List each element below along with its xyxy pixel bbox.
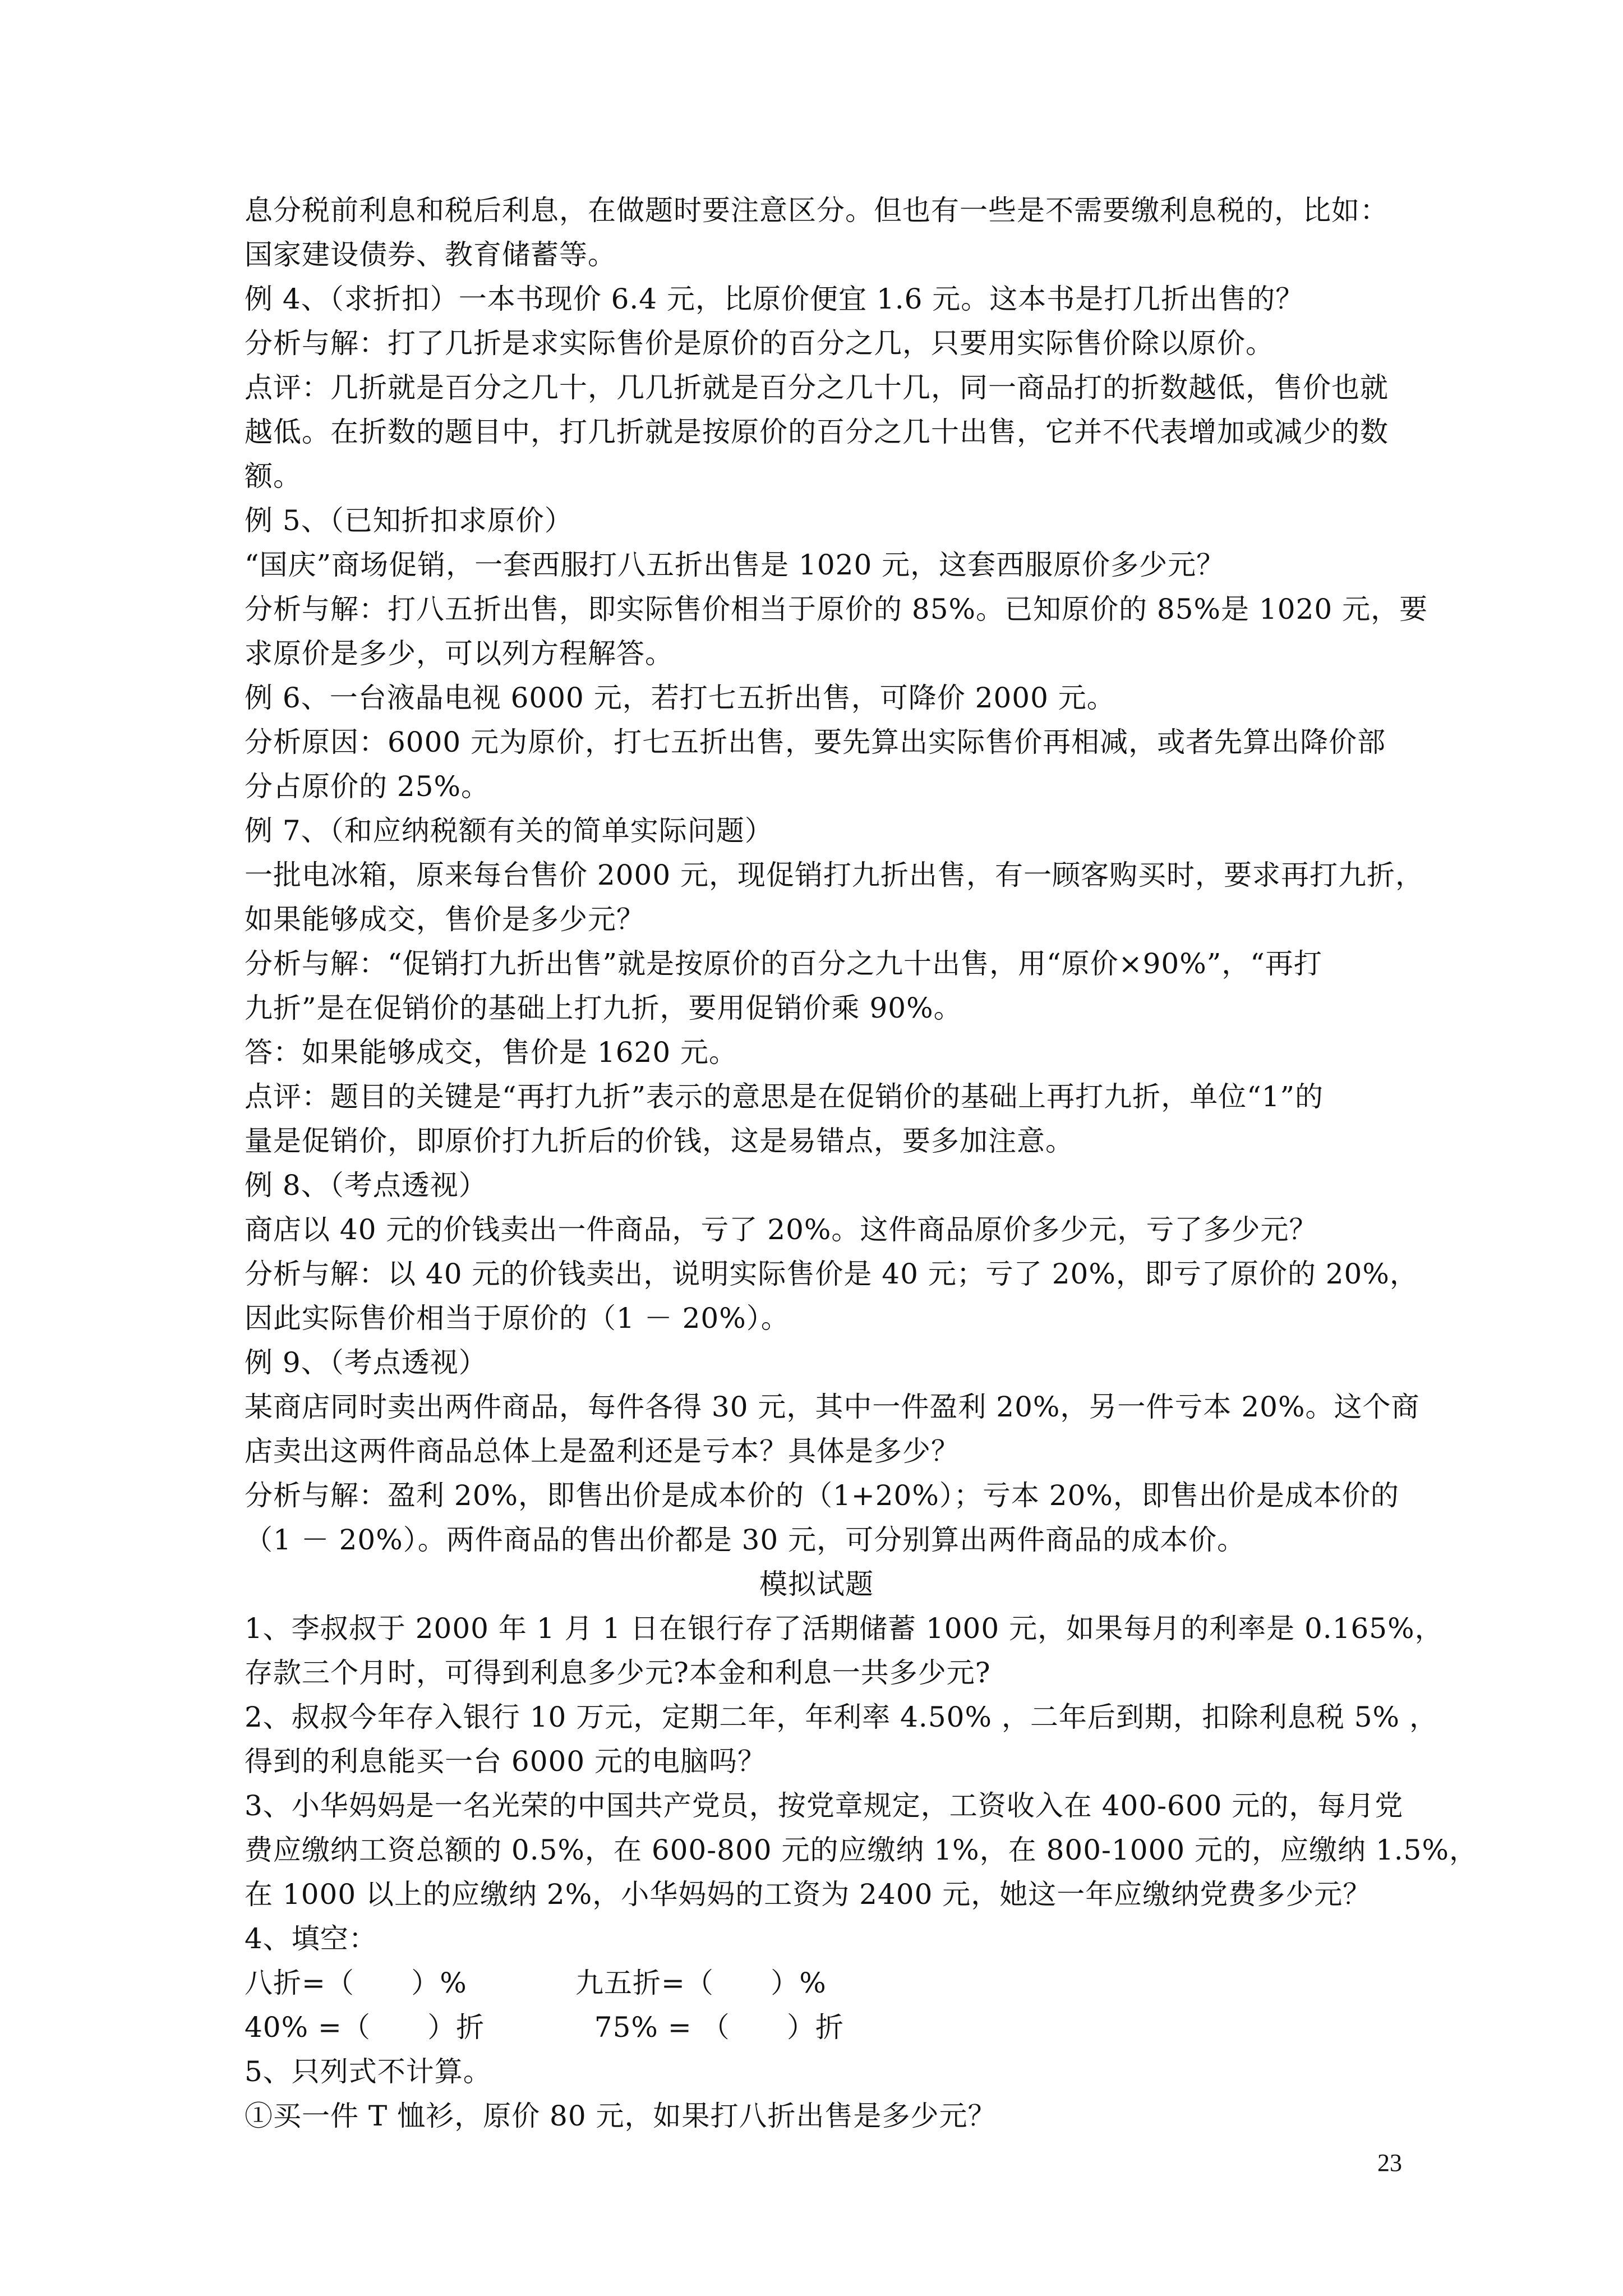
fill-blank-item: 九五折=（ ）% xyxy=(575,1967,827,1999)
fill-blank-item: 八折=（ ）% xyxy=(245,1967,467,1999)
text-line: 量是促销价，即原价打九折后的价钱，这是易错点，要多加注意。 xyxy=(245,1125,1074,1157)
text-line: 分析与解：打八五折出售，即实际售价相当于原价的 85%。已知原价的 85%是 1020 元，要 xyxy=(245,593,1428,625)
question-line: 1、李叔叔于 2000 年 1 月 1 日在银行存了活期储蓄 1000 元，如果每月的利率是 0.165%， xyxy=(245,1612,1444,1645)
fill-blank-item: 40% =（ ）折 xyxy=(245,2011,485,2044)
text-line: 答：如果能够成交，售价是 1620 元。 xyxy=(245,1036,738,1069)
text-line: 分析与解：打了几折是求实际售价是原价的百分之几，只要用实际售价除以原价。 xyxy=(245,327,1274,360)
text-line: 九折”是在促销价的基础上打九折，要用促销价乘 90%。 xyxy=(245,992,962,1024)
page-content xyxy=(245,188,1478,2138)
text-line: 分析与解：盈利 20%，即售出价是成本价的（1+20%）；亏本 20%，即售出价是成本价的 xyxy=(245,1479,1399,1512)
text-line: 例 8、（考点透视） xyxy=(245,1169,487,1202)
question-line: 存款三个月时，可得到利息多少元?本金和利息一共多少元? xyxy=(245,1657,991,1689)
text-line: 点评：题目的关键是“再打九折”表示的意思是在促销价的基础上再打九折，单位“1”的 xyxy=(245,1080,1324,1113)
question-line: 4、填空： xyxy=(245,1922,377,1955)
fill-blank-row xyxy=(245,1961,1389,2005)
text-line: 某商店同时卖出两件商品，每件各得 30 元，其中一件盈利 20%，另一件亏本 20%。这个商 xyxy=(245,1391,1420,1423)
text-line: 国家建设债券、教育储蓄等。 xyxy=(245,238,616,271)
text-line: 店卖出这两件商品总体上是盈利还是亏本？具体是多少？ xyxy=(245,1435,960,1467)
text-line: 点评：几折就是百分之几十，几几折就是百分之几十几，同一商品打的折数越低，售价也就 xyxy=(245,371,1389,404)
text-line: 如果能够成交，售价是多少元？ xyxy=(245,903,645,936)
practice-questions xyxy=(245,1607,1478,1961)
fill-blank-row xyxy=(245,2005,1389,2050)
text-line: 分占原价的 25%。 xyxy=(245,770,490,803)
fill-in-blanks xyxy=(245,1961,1389,2050)
text-line: 息分税前利息和税后利息，在做题时要注意区分。但也有一些是不需要缴利息税的，比如： xyxy=(245,194,1389,227)
text-line: 求原价是多少，可以列方程解答。 xyxy=(245,637,674,670)
text-line: 额。 xyxy=(245,460,302,493)
question-line: 费应缴纳工资总额的 0.5%，在 600-800 元的应缴纳 1%，在 800-1000 元的，应缴纳 1.5%， xyxy=(245,1834,1478,1866)
text-line: “国庆”商场促销，一套西服打八五折出售是 1020 元，这套西服原价多少元？ xyxy=(245,549,1225,581)
text-line: 例 6、一台液晶电视 6000 元，若打七五折出售，可降价 2000 元。 xyxy=(245,682,1115,714)
text-line: 例 5、（已知折扣求原价） xyxy=(245,504,573,537)
text-line: 分析原因：6000 元为原价，打七五折出售，要先算出实际售价再相减，或者先算出降价部 xyxy=(245,726,1386,758)
body-text xyxy=(245,188,1428,1562)
text-line: 分析与解：“促销打九折出售”就是按原价的百分之九十出售，用“原价×90%”，“再打 xyxy=(245,947,1322,980)
text-line: （1 － 20%）。两件商品的售出价都是 30 元，可分别算出两件商品的成本价。 xyxy=(245,1524,1246,1556)
text-line: 例 9、（考点透视） xyxy=(245,1346,487,1379)
text-line: 越低。在折数的题目中，打几折就是按原价的百分之几十出售，它并不代表增加或减少的数 xyxy=(245,416,1389,448)
question-line: ①买一件 T 恤衫，原价 80 元，如果打八折出售是多少元？ xyxy=(245,2100,997,2132)
question-line: 3、小华妈妈是一名光荣的中国共产党员，按党章规定，工资收入在 400-600 元的，每月党 xyxy=(245,1789,1404,1822)
question-line: 得到的利息能买一台 6000 元的电脑吗？ xyxy=(245,1745,767,1778)
practice-questions-tail xyxy=(245,2050,1389,2138)
text-line: 分析与解：以 40 元的价钱卖出，说明实际售价是 40 元；亏了 20%，即亏了原价的 20%， xyxy=(245,1258,1418,1290)
section-title: 模拟试题 xyxy=(759,1568,874,1600)
page-number: 23 xyxy=(1377,2149,1402,2177)
question-line: 5、只列式不计算。 xyxy=(245,2055,492,2088)
text-line: 商店以 40 元的价钱卖出一件商品，亏了 20%。这件商品原价多少元，亏了多少元？ xyxy=(245,1213,1318,1246)
text-line: 例 4、（求折扣）一本书现价 6.4 元，比原价便宜 1.6 元。这本书是打几折出售的？ xyxy=(245,283,1304,315)
question-line: 在 1000 以上的应缴纳 2%，小华妈妈的工资为 2400 元，她这一年应缴纳党费多少元？ xyxy=(245,1878,1372,1911)
text-line: 因此实际售价相当于原价的（1 － 20%）。 xyxy=(245,1302,790,1335)
text-line: 一批电冰箱，原来每台售价 2000 元，现促销打九折出售，有一顾客购买时，要求再打九折， xyxy=(245,859,1424,891)
text-line: 例 7、（和应纳税额有关的简单实际问题） xyxy=(245,815,773,847)
fill-blank-item: 75% = （ ）折 xyxy=(575,2011,844,2044)
question-line: 2、叔叔今年存入银行 10 万元，定期二年，年利率 4.50% ，二年后到期，扣除利息税 5% ， xyxy=(245,1701,1438,1733)
